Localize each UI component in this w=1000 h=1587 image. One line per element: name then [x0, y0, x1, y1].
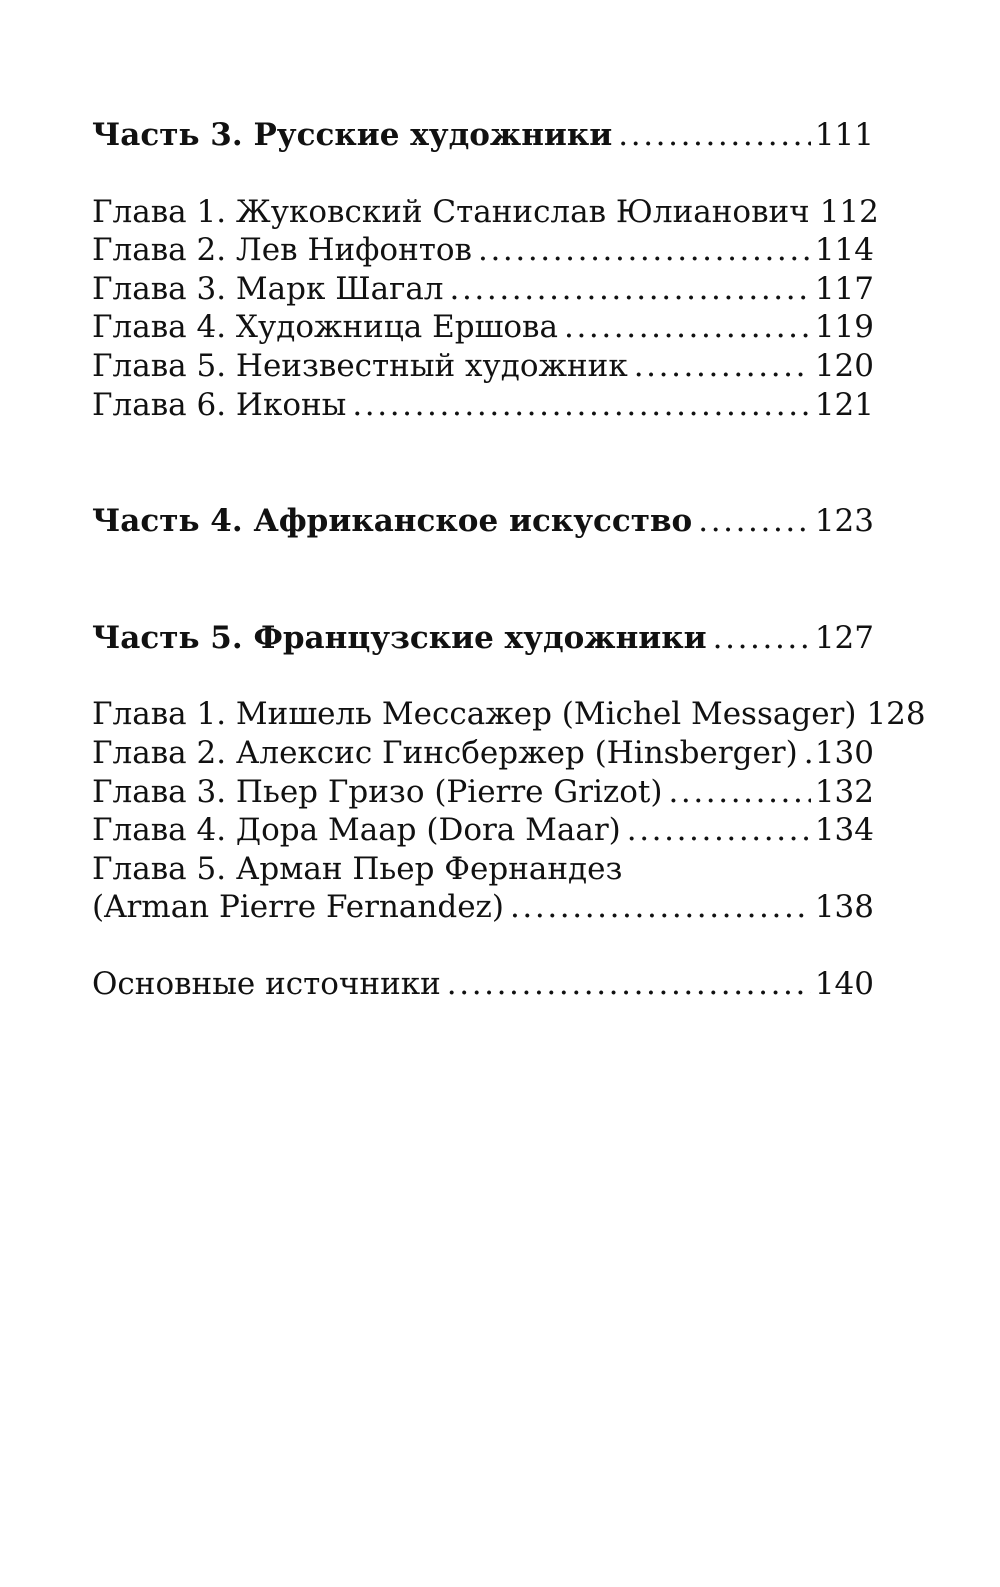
- page-number: 123: [814, 503, 874, 540]
- toc-chapter[interactable]: [92, 695, 926, 734]
- page-number: 130: [814, 734, 874, 771]
- dot-leader: [713, 619, 811, 658]
- chapter-title: Глава 4. Дора Маар (Dora Maar): [92, 812, 621, 849]
- page-number: 127: [814, 619, 874, 656]
- chapter-title: Глава 1. Мишель Мессажер (Michel Messager): [92, 696, 857, 733]
- page-number: 134: [814, 812, 874, 849]
- page-number: 140: [814, 965, 874, 1002]
- chapter-title: Глава 4. Художница Ершова: [92, 309, 558, 346]
- chapter-title: Глава 1. Жуковский Станислав Юлианович: [92, 193, 810, 230]
- page-number: 132: [814, 773, 874, 810]
- page-number: 128: [866, 696, 926, 733]
- page-number: 114: [814, 232, 874, 269]
- toc-chapter[interactable]: [92, 270, 874, 309]
- dot-leader: [698, 502, 811, 541]
- spacer: [92, 155, 874, 193]
- toc-chapter-line2[interactable]: [92, 888, 874, 927]
- toc-part-3[interactable]: [92, 116, 874, 155]
- dot-leader: [478, 231, 811, 270]
- sources-title: Основные источники: [92, 965, 441, 1002]
- toc-chapter-line1[interactable]: [92, 850, 874, 889]
- part-title: Часть 3. Русские художники: [92, 117, 613, 153]
- dot-leader: [352, 386, 811, 425]
- spacer: [92, 927, 874, 965]
- dot-leader: [447, 965, 811, 1004]
- page-number: 120: [814, 347, 874, 384]
- table-of-contents: [92, 116, 926, 1004]
- toc-chapter[interactable]: [92, 386, 874, 425]
- part-title: Часть 5. Французские художники: [92, 619, 707, 656]
- spacer: [92, 657, 874, 695]
- chapter-title: Глава 5. Неизвестный художник: [92, 347, 628, 384]
- chapter-title: Глава 5. Арман Пьер Фернандез: [92, 850, 623, 887]
- dot-leader: [618, 116, 811, 155]
- dot-leader: [668, 773, 810, 812]
- dot-leader: [510, 888, 811, 927]
- toc-chapter[interactable]: [92, 811, 874, 850]
- spacer: [92, 541, 874, 619]
- chapter-title: Глава 3. Марк Шагал: [92, 270, 444, 307]
- toc-chapter[interactable]: [92, 347, 874, 386]
- page-number: 119: [814, 309, 874, 346]
- part-title: Часть 4. Африканское искусство: [92, 503, 693, 540]
- dot-leader: [450, 270, 811, 309]
- toc-chapter[interactable]: [92, 231, 874, 270]
- toc-chapter[interactable]: [92, 734, 874, 773]
- page-number: 121: [814, 386, 874, 423]
- chapter-title: Глава 6. Иконы: [92, 386, 347, 423]
- chapter-title: Глава 2. Лев Нифонтов: [92, 232, 472, 269]
- toc-part-5[interactable]: [92, 619, 874, 658]
- chapter-title-continued: (Arman Pierre Fernandez): [92, 889, 504, 926]
- page-number: 117: [814, 270, 874, 307]
- page-number: 138: [814, 889, 874, 926]
- toc-sources[interactable]: [92, 965, 874, 1004]
- chapter-title: Глава 3. Пьер Гризо (Pierre Grizot): [92, 773, 663, 810]
- dot-leader: [564, 308, 811, 347]
- page-number: 112: [819, 193, 879, 230]
- toc-chapter[interactable]: [92, 193, 879, 232]
- dot-leader: [804, 734, 811, 773]
- dot-leader: [627, 811, 811, 850]
- toc-part-4[interactable]: [92, 502, 874, 541]
- chapter-title: Глава 2. Алексис Гинсбержер (Hinsberger): [92, 734, 798, 771]
- dot-leader: [634, 347, 811, 386]
- spacer: [92, 424, 874, 502]
- toc-chapter[interactable]: [92, 308, 874, 347]
- page-number: 111: [814, 117, 874, 153]
- toc-chapter[interactable]: [92, 773, 874, 812]
